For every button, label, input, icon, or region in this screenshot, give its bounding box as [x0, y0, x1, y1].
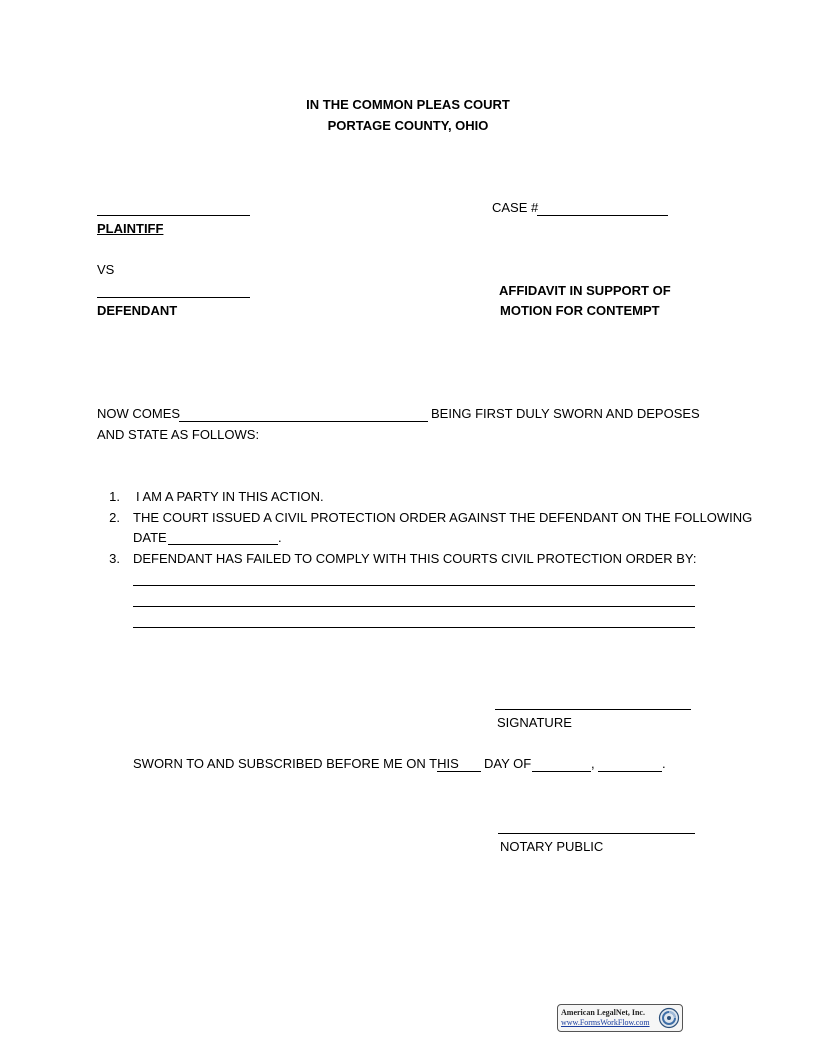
court-title: IN THE COMMON PLEAS COURT — [306, 97, 510, 112]
day-of-text: DAY OF — [484, 756, 532, 771]
list-item-number: 3. — [109, 551, 120, 566]
signature-label: SIGNATURE — [497, 715, 572, 730]
now-comes-label: NOW COMES — [97, 406, 181, 421]
sworn-comma: , — [591, 756, 595, 771]
signature-line[interactable] — [495, 709, 691, 710]
order-date-line[interactable] — [168, 544, 278, 545]
sworn-year-line[interactable] — [598, 771, 662, 772]
document-title-line2: MOTION FOR CONTEMPT — [500, 303, 660, 318]
publisher-url[interactable]: www.FormsWorkFlow.com — [561, 1018, 650, 1027]
vs-label: VS — [97, 262, 115, 277]
list-item-text: I AM A PARTY IN THIS ACTION. — [136, 489, 324, 504]
date-period: . — [278, 530, 282, 545]
sworn-text: SWORN TO AND SUBSCRIBED BEFORE ME ON THIS — [133, 756, 459, 771]
list-item-text: DEFENDANT HAS FAILED TO COMPLY WITH THIS COURTS CIVIL PROTECTION ORDER BY: — [133, 551, 697, 566]
list-item-number: 1. — [109, 489, 120, 504]
notary-label: NOTARY PUBLIC — [500, 839, 604, 854]
defendant-name-line[interactable] — [97, 297, 250, 298]
court-county: PORTAGE COUNTY, OHIO — [327, 118, 489, 133]
sworn-month-line[interactable] — [532, 771, 591, 772]
globe-logo-icon — [658, 1007, 680, 1029]
publisher-name: American LegalNet, Inc. — [561, 1008, 645, 1017]
plaintiff-label: PLAINTIFF — [97, 221, 164, 236]
state-as-follows-text: AND STATE AS FOLLOWS: — [97, 427, 260, 442]
violation-line-1[interactable] — [133, 585, 695, 586]
affiant-name-line[interactable] — [179, 421, 428, 422]
case-number-line[interactable] — [537, 215, 668, 216]
date-label: DATE — [133, 530, 167, 545]
publisher-badge[interactable] — [557, 1004, 683, 1032]
sworn-period: . — [662, 756, 666, 771]
violation-line-3[interactable] — [133, 627, 695, 628]
sworn-day-line[interactable] — [437, 771, 481, 772]
defendant-label: DEFENDANT — [97, 303, 178, 318]
list-item-number: 2. — [109, 510, 120, 525]
list-item-text: THE COURT ISSUED A CIVIL PROTECTION ORDER AGAINST THE DEFENDANT ON THE FOLLOWING — [133, 510, 753, 525]
violation-line-2[interactable] — [133, 606, 695, 607]
document-title-line1: AFFIDAVIT IN SUPPORT OF — [499, 283, 671, 298]
case-number-label: CASE # — [492, 200, 539, 215]
notary-signature-line[interactable] — [498, 833, 695, 834]
plaintiff-name-line[interactable] — [97, 215, 250, 216]
being-sworn-text: BEING FIRST DULY SWORN AND DEPOSES — [431, 406, 700, 421]
